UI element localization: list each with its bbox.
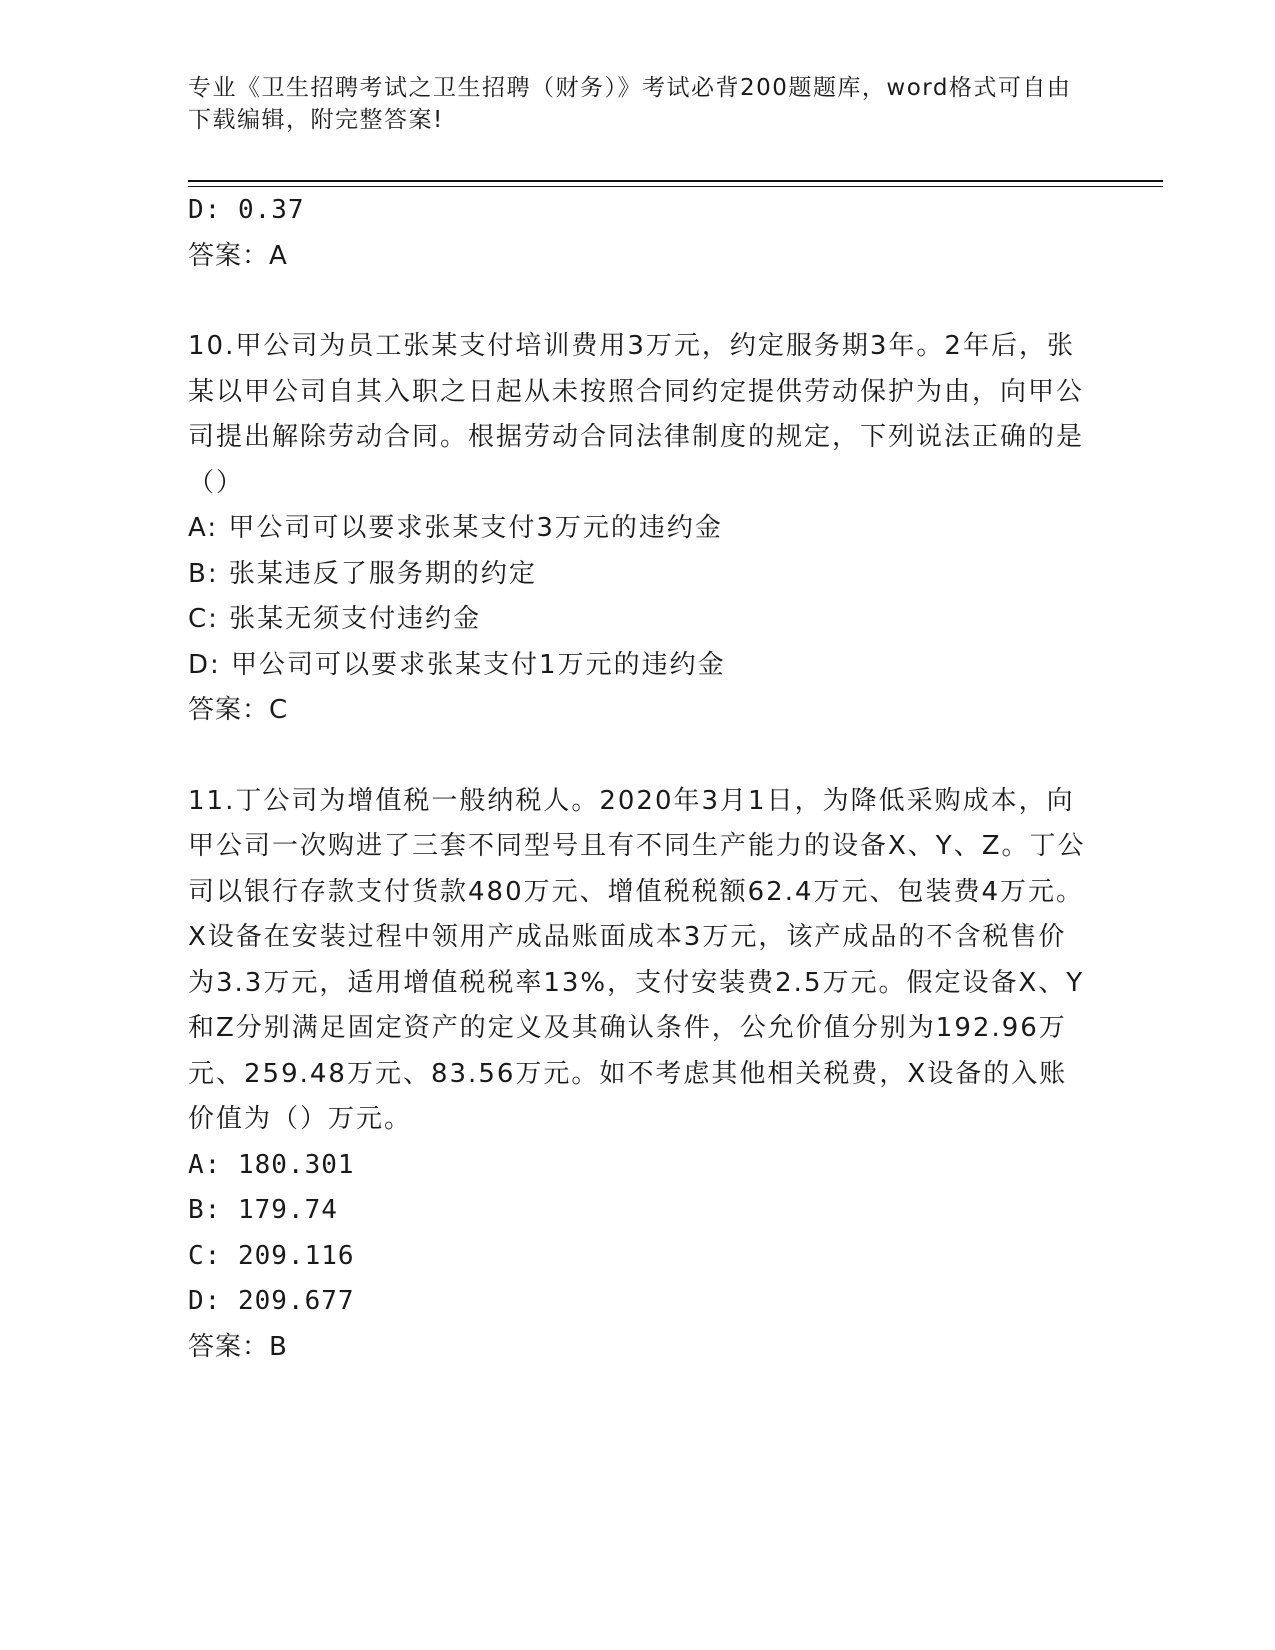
answer: 答案：C [188, 695, 289, 725]
option-d: D: 甲公司可以要求张某支付1万元的违约金 [188, 649, 726, 680]
header-rule-thick [188, 180, 1163, 182]
option-d: D: 209.677 [188, 1286, 355, 1316]
question-stem: 11.丁公司为增值税一般纳税人。2020年3月1日，为降低采购成本，向甲公司一次购进了三套不同型号且有不同生产能力的设备X、Y、Z。丁公司以银行存款支付货款480万元、增值税税额62.4万元、包装费4万元。X设备在安装过程中领用产成品账面成本3万元，该产成品的不含税售价为3.3万元，适用增值税税率13%，支付安装费2.5万元。假定设备X、Y和Z分别满足固定资产的定义及其确认条件，公允价值分别为192.96万元、259.48万元、83.56万元。如不考虑其他相关税费，X设备的入账价值为（）万元。 [188, 785, 1086, 1134]
option-b: B: 张某违反了服务期的约定 [188, 558, 537, 589]
option-c: C: 209.116 [188, 1240, 355, 1271]
spacer [188, 279, 1088, 324]
header-rule-thin [188, 186, 1163, 187]
option-a: A: 180.301 [188, 1149, 355, 1180]
document-header: 专业《卫生招聘考试之卫生招聘（财务）》考试必背200题题库，word格式可自由下载编辑，附完整答案! [188, 75, 1072, 133]
question-11 [188, 779, 1088, 1371]
option-a: A: 甲公司可以要求张某支付3万元的违约金 [188, 513, 723, 543]
answer: 答案：B [188, 1331, 288, 1362]
prev-answer: 答案：A [188, 240, 288, 271]
option-c: C: 张某无须支付违约金 [188, 604, 482, 634]
question-stem: 10.甲公司为员工张某支付培训费用3万元，约定服务期3年。2年后，张某以甲公司自其入职之日起从未按照合同约定提供劳动保护为由，向甲公司提出解除劳动合同。根据劳动合同法律制度的规定，下列说法正确的是（） [188, 331, 1085, 498]
spacer [188, 734, 1088, 779]
question-10 [188, 324, 1088, 734]
prev-option-d: D: 0.37 [188, 195, 305, 225]
option-b: B: 179.74 [188, 1195, 338, 1225]
document-body [188, 188, 1088, 1370]
